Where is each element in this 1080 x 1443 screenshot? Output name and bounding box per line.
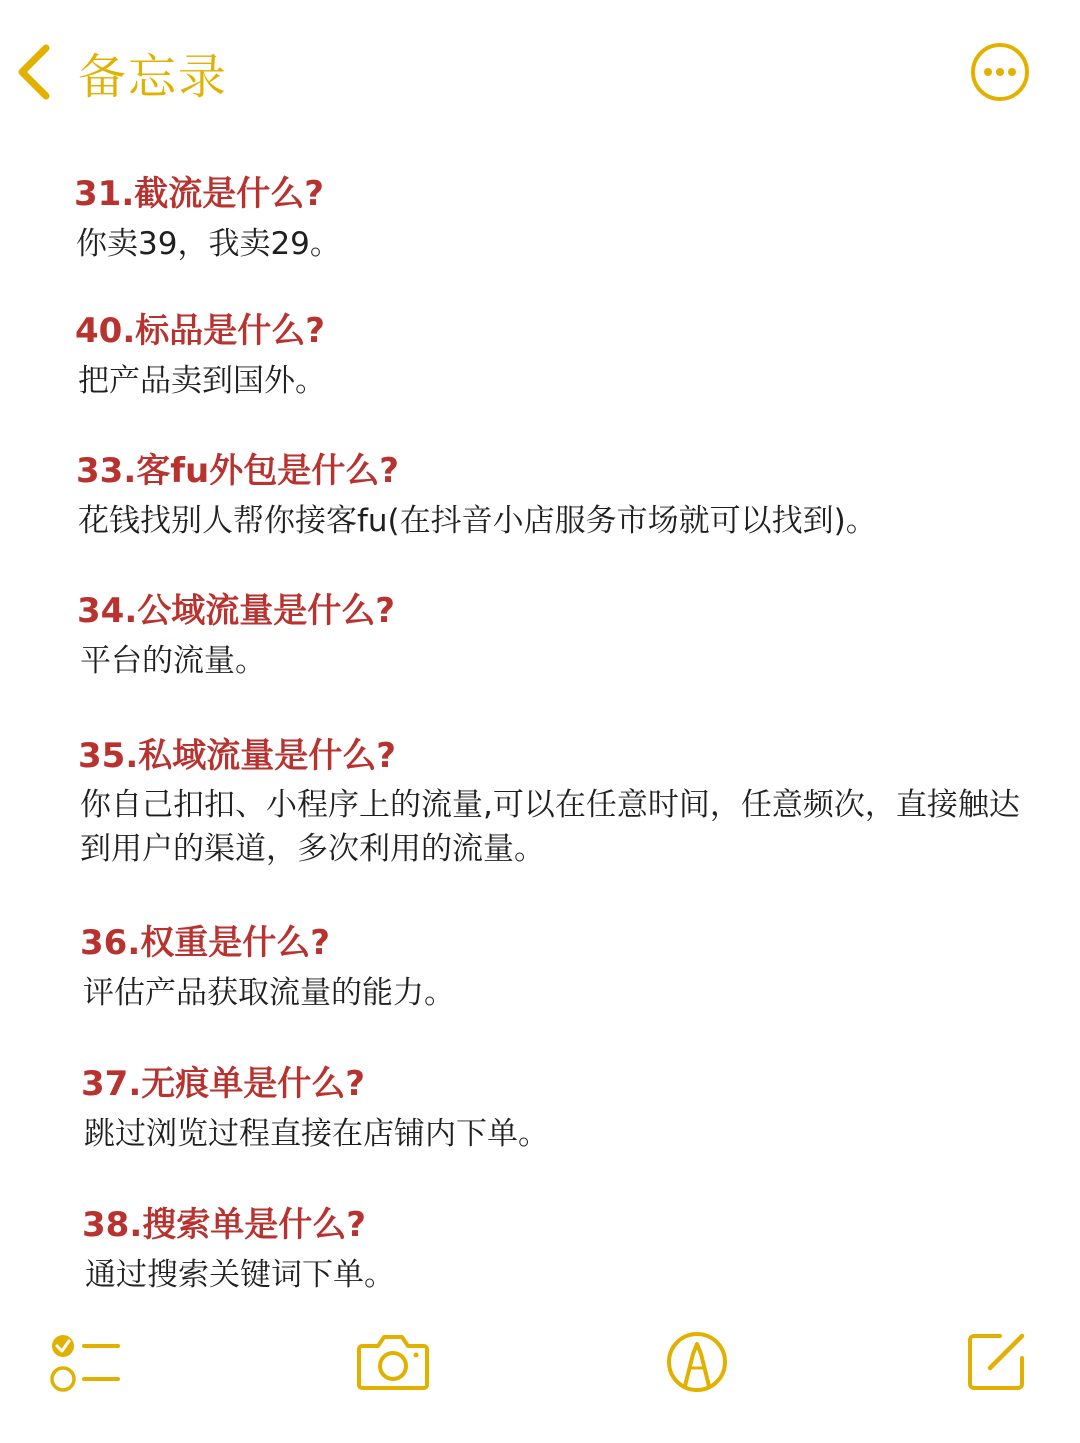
- navigation-bar: [0, 0, 1080, 140]
- camera-button[interactable]: [356, 1330, 430, 1392]
- answer-text: 评估产品获取流量的能力。: [83, 975, 455, 1011]
- question-heading: 33.客fu外包是什么?: [76, 451, 399, 491]
- question-heading: 38.搜索单是什么?: [82, 1205, 366, 1245]
- camera-icon: [356, 1330, 430, 1392]
- question-heading: 40.标品是什么?: [75, 311, 325, 351]
- chevron-left-icon: [14, 42, 54, 102]
- markup-button[interactable]: [665, 1330, 729, 1394]
- markup-pen-icon: [665, 1330, 729, 1394]
- answer-text: 把产品卖到国外。: [78, 363, 326, 399]
- back-button[interactable]: [14, 40, 228, 104]
- back-label: 备忘录: [78, 48, 229, 105]
- question-heading: 36.权重是什么?: [80, 923, 330, 963]
- compose-icon: [964, 1328, 1030, 1394]
- question-heading: 35.私域流量是什么?: [78, 736, 396, 776]
- answer-text: 你自己扣扣、小程序上的流量,可以在任意时间，任意频次，直接触达到用户的渠道，多次利用的流量。: [80, 787, 1020, 867]
- answer-text: 平台的流量。: [80, 643, 266, 679]
- compose-button[interactable]: [964, 1328, 1030, 1394]
- answer-text: 花钱找别人帮你接客fu(在抖音小店服务市场就可以找到)。: [78, 503, 877, 539]
- checklist-button[interactable]: [48, 1330, 122, 1394]
- question-heading: 34.公域流量是什么?: [77, 591, 395, 631]
- answer-text: 跳过浏览过程直接在店铺内下单。: [84, 1116, 549, 1152]
- ellipsis-circle-icon: [970, 87, 1030, 106]
- more-button[interactable]: [970, 42, 1030, 102]
- bottom-toolbar: [0, 1320, 1080, 1430]
- checklist-icon: [48, 1330, 122, 1394]
- question-heading: 37.无痕单是什么?: [81, 1064, 365, 1104]
- answer-text: 你卖39，我卖29。: [76, 226, 341, 262]
- answer-text: 通过搜索关键词下单。: [85, 1257, 395, 1293]
- question-heading: 31.截流是什么?: [74, 174, 324, 214]
